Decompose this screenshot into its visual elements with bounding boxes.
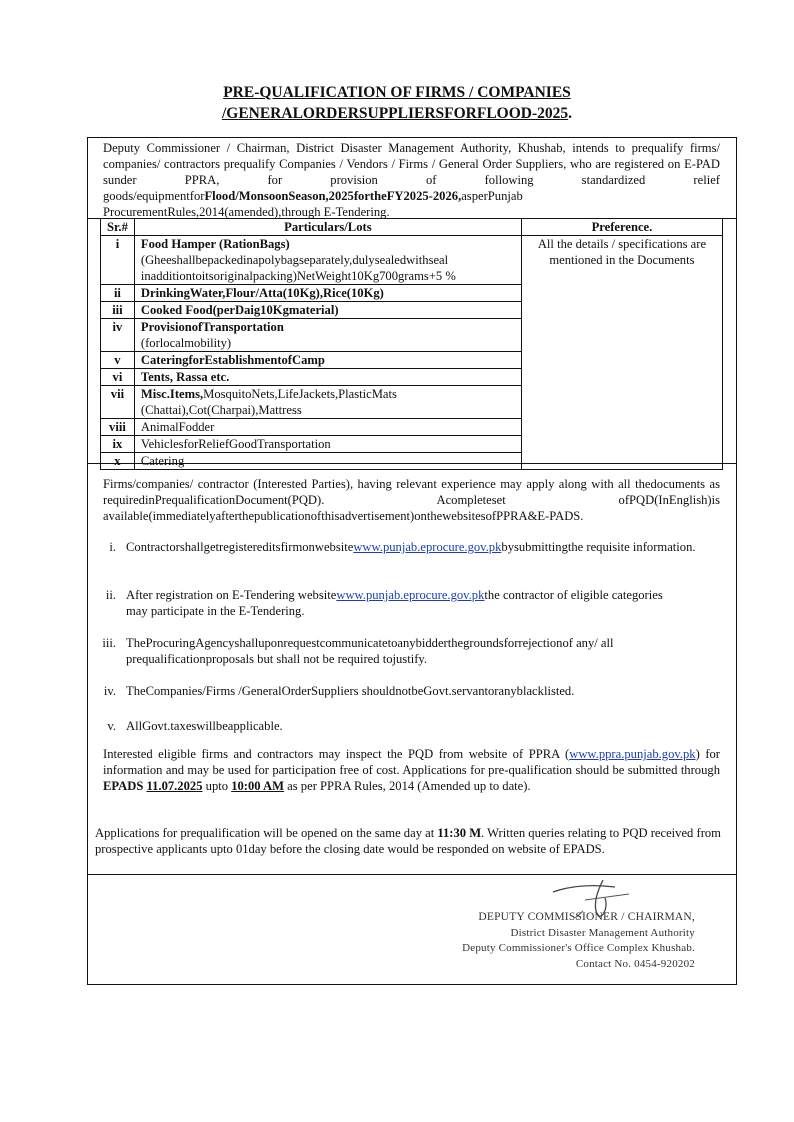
upto-text: upto [202, 779, 232, 793]
opening-text-b: . Written queries relating to PQD received from prospective applicants upto 01day before the closing date would be responded on website of EPADS. [95, 826, 721, 856]
row-particulars [134, 436, 521, 453]
list-item-text: TheProcuringAgencyshalluponrequestcommunicatetoanybidderthegroundsforrejectionof any/ all prequalificationproposals but shall not be required tojustify. [126, 636, 614, 666]
list-item-post: the contractor of eligible categories may participate in the E-Tendering. [126, 588, 663, 618]
list-item-text [126, 587, 666, 619]
list-item-number: ii. [105, 588, 116, 602]
stamp-line4: Contact No. 0454-920202 [575, 957, 695, 970]
table-row [101, 236, 723, 285]
lots-table [100, 218, 723, 470]
signature-block [455, 878, 705, 976]
row-sr: iii [101, 302, 135, 319]
row-particulars [134, 453, 521, 470]
intro-text-bold: Flood/MonsoonSeason,2025fortheFY2025-2026, [204, 189, 462, 203]
row-sr: i [101, 236, 135, 285]
row-bold: Misc.Items, [140, 387, 204, 401]
inspection-paragraph [103, 746, 720, 794]
list-item-number: i. [109, 540, 116, 554]
header-sr: Sr.# [101, 219, 135, 236]
row-bold: Cooked Food(perDaig10Kgmaterial) [140, 303, 339, 317]
row-particulars [134, 302, 521, 319]
row-bold: DrinkingWater,Flour/Atta(10Kg),Rice(10Kg) [140, 286, 384, 300]
table-bottom-border [87, 463, 737, 464]
preference-cell: All the details / specifications are mentioned in the Documents [521, 236, 722, 470]
eligibility-paragraph: Firms/companies/ contractor (Interested Parties), having relevant experience may apply along with all thedocuments as requiredinPrequalificationDocument(PQD). Acompleteset ofPQD(InEnglish)is available(immediatelyafterthepublicationofthisadvertisement)onthewebsitesofPPRA&E-PADS. [103, 477, 720, 523]
row-sr: iv [101, 319, 135, 352]
row-sr: v [101, 352, 135, 369]
row-extra: (Chattai),Cot(Charpai),Mattress [140, 403, 302, 417]
list-item-pre: After registration on E-Tendering website [126, 588, 337, 602]
list-item-text [126, 539, 706, 555]
list-item-number: iii. [102, 636, 116, 650]
inspection-text-c: as per PPRA Rules, 2014 (Amended up to date). [284, 779, 531, 793]
list-item-post: bysubmittingthe requisite information. [501, 540, 696, 554]
row-bold: CateringforEstablishmentofCamp [140, 353, 325, 367]
row-particulars [134, 419, 521, 436]
opening-paragraph [95, 825, 732, 857]
row-particulars [134, 352, 521, 369]
header-particulars: Particulars/Lots [134, 219, 521, 236]
row-bold: ProvisionofTransportation [140, 320, 284, 334]
row-particulars [134, 319, 521, 352]
title-line2-period: . [568, 105, 573, 122]
row-sr: viii [101, 419, 135, 436]
header-preference: Preference. [521, 219, 722, 236]
row-rest: Catering [140, 454, 185, 468]
row-bold: Tents, Rassa etc. [140, 370, 230, 384]
ppra-link[interactable]: www.ppra.punjab.gov.pk [569, 747, 696, 761]
stamp-line3: Deputy Commissioner's Office Complex Khushab. [462, 942, 695, 954]
list-item-number: v. [107, 719, 116, 733]
official-stamp [455, 910, 695, 972]
intro-text-b: asperPunjab ProcurementRules,2014(amended),through E-Tendering. [103, 189, 523, 219]
list-item-text: TheCompanies/Firms /GeneralOrderSuppliers shouldnotbeGovt.servantoranyblacklisted. [126, 684, 575, 698]
list-item-pre: Contractorshallgetregistereditsfirmonwebsite [126, 540, 354, 554]
row-particulars [134, 369, 521, 386]
row-sr: ix [101, 436, 135, 453]
stamp-line2: District Disaster Management Authority [510, 926, 695, 939]
row-rest: MosquitoNets,LifeJackets,PlasticMats [203, 387, 397, 401]
inspection-text-a: Interested eligible firms and contractors may inspect the PQD from website of PPRA ( [103, 747, 570, 761]
row-sr: vii [101, 386, 135, 419]
document-title-line2 [0, 104, 794, 124]
row-rest: AnimalFodder [140, 420, 215, 434]
row-extra: (Gheeshallbepackedinapolybagseparately,dulysealedwithseal inadditiontoitsoriginalpacking)NetWeight10Kg700grams+5 % [140, 253, 456, 283]
inspection-text-b: ) for information and may be used for participation free of cost. Applications for pre-qualification should be submitted through [103, 747, 721, 777]
document-title-line1: PRE-QUALIFICATION OF FIRMS / COMPANIES [223, 84, 571, 101]
row-bold: Food Hamper (RationBags) [140, 237, 290, 251]
row-rest: VehiclesforReliefGoodTransportation [140, 437, 331, 451]
row-extra: (forlocalmobility) [140, 336, 232, 350]
table-header-row [101, 219, 723, 236]
epads-label: EPADS [103, 779, 144, 793]
signature-divider [87, 874, 737, 875]
row-sr: vi [101, 369, 135, 386]
deadline-time: 10:00 AM [231, 779, 285, 793]
stamp-line1: DEPUTY COMMISSIONER / CHAIRMAN, [478, 911, 695, 923]
row-sr: ii [101, 285, 135, 302]
list-item-text: AllGovt.taxeswillbeapplicable. [126, 719, 283, 733]
opening-text-a: Applications for prequalification will be opened on the same day at [95, 826, 438, 840]
row-particulars [134, 285, 521, 302]
opening-time: 11:30 M [437, 826, 482, 840]
row-sr: x [101, 453, 135, 470]
intro-text-a: Deputy Commissioner / Chairman, District Disaster Management Authority, Khushab, intends to prequalify firms/ companies/ contractors prequalify Companies / Vendors / Firms / General Order Suppliers, who are registered on E-PAD sunder PPRA, for provision of following standardized relief goods/equipmentfor [103, 141, 720, 203]
intro-paragraph [103, 140, 720, 220]
row-particulars [134, 236, 521, 285]
row-particulars [134, 386, 521, 419]
deadline-date: 11.07.2025 [146, 779, 203, 793]
title-line2-text: /GENERALORDERSUPPLIERSFORFLOOD-2025 [221, 105, 569, 122]
list-item-number: iv. [103, 684, 116, 698]
eprocure-link[interactable]: www.punjab.eprocure.gov.pk [336, 588, 485, 602]
eprocure-link[interactable]: www.punjab.eprocure.gov.pk [353, 540, 502, 554]
